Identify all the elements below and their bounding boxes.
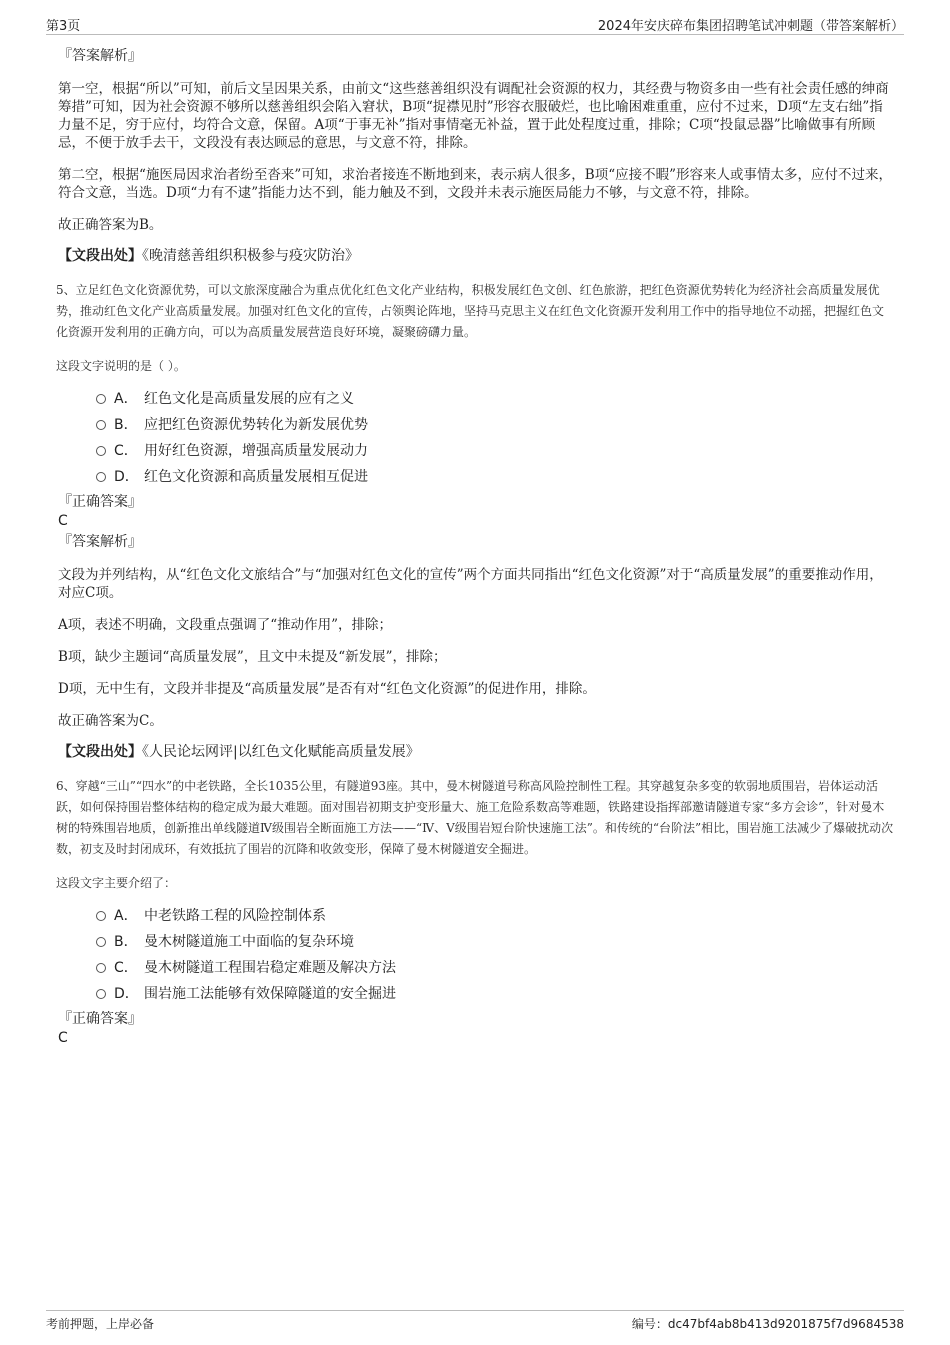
- q5-source-label: 【文段出处】: [58, 744, 142, 760]
- radio-icon[interactable]: [96, 472, 106, 482]
- page-footer: [46, 1310, 904, 1333]
- q4-source-label: 【文段出处】: [58, 248, 142, 264]
- page-header: [46, 14, 904, 35]
- q5-answer: C: [58, 513, 68, 529]
- q4-source: [58, 246, 894, 266]
- q5-analysis-option-a: A项，表述不明确，文段重点强调了“推动作用”，排除；: [58, 617, 393, 633]
- radio-icon[interactable]: [96, 989, 106, 999]
- q5-prompt: 这段文字说明的是（ ）。: [56, 359, 186, 373]
- q6-question: 6、穿越“三山”“四水”的中老铁路，全长1035公里，有隧道93座。其中，曼木树隧道号称高风险控制性工程。其穿越复杂多变的软弱地质围岩，岩体运动活跃，如何保持围岩整体结构的稳定成为最大难题。面对围岩初期支护变形量大、施工危险系数高等难题，铁路建设指挥部邀请隧道专家“多方会诊”，针对曼木树的特殊围岩地质，创新推出单线隧道Ⅳ级围岩全断面施工方法——“Ⅳ、Ⅴ级围岩短台阶快速施工法”。和传统的“台阶法”相比，围岩施工法减少了爆破扰动次数，初支及时封闭成环，有效抵抗了围岩的沉降和收敛变形，保障了曼木树隧道安全掘进。: [56, 779, 894, 856]
- q6-options: [96, 903, 894, 1007]
- q5-options: [96, 386, 894, 490]
- radio-icon[interactable]: [96, 446, 106, 456]
- q4-analysis-paragraph-1: 第一空，根据“所以”可知，前后文呈因果关系，由前文“这些慈善组织没有调配社会资源的权力，其经费与物资多由一些有社会责任感的绅商筹措”可知，因为社会资源不够所以慈善组织会陷入窘状，B项“捉襟见肘”形容衣服破烂，也比喻困难重重，应付不过来，D项“左支右绌”指力量不足，穷于应付，均符合文意，保留。A项“于事无补”指对事情毫无补益，置于此处程度过重，排除；C项“投鼠忌器”比喻做事有所顾忌，不便于放手去干，文段没有表达顾忌的意思，与文意不符，排除。: [58, 81, 889, 151]
- q5-analysis-option-b: B项，缺少主题词“高质量发展”，且文中未提及“新发展”，排除；: [58, 649, 447, 665]
- radio-icon[interactable]: [96, 963, 106, 973]
- q6-option-d[interactable]: D． 围岩施工法能够有效保障隧道的安全掘进: [96, 981, 894, 1007]
- q5-analysis-paragraph-1: 文段为并列结构，从“红色文化文旅结合”与“加强对红色文化的宣传”两个方面共同指出“红色文化资源”对于“高质量发展”的重要推动作用，对应C项。: [58, 567, 883, 601]
- radio-icon[interactable]: [96, 911, 106, 921]
- q4-analysis-label: 『答案解析』: [58, 48, 142, 64]
- q5-answer-label: 『正确答案』: [58, 494, 142, 510]
- q5-option-d[interactable]: D． 红色文化资源和高质量发展相互促进: [96, 464, 894, 490]
- q5-option-b[interactable]: B． 应把红色资源优势转化为新发展优势: [96, 412, 894, 438]
- q6-option-c[interactable]: C． 曼木树隧道工程围岩稳定难题及解决方法: [96, 955, 894, 981]
- q5-analysis-option-d: D项，无中生有，文段并非提及“高质量发展”是否有对“红色文化资源”的促进作用，排除。: [58, 681, 596, 697]
- q5-option-a[interactable]: A． 红色文化是高质量发展的应有之义: [96, 386, 894, 412]
- document-id: 编号：dc47bf4ab8b413d9201875f7d9684538: [631, 1317, 904, 1331]
- q5-source: [58, 742, 894, 762]
- q6-answer-label: 『正确答案』: [58, 1011, 142, 1027]
- q4-conclusion: 故正确答案为B。: [58, 217, 163, 233]
- q4-source-text: 《晚清慈善组织积极参与疫灾防治》: [142, 248, 359, 264]
- q5-conclusion: 故正确答案为C。: [58, 713, 163, 729]
- q5-option-c[interactable]: C． 用好红色资源，增强高质量发展动力: [96, 438, 894, 464]
- radio-icon[interactable]: [96, 937, 106, 947]
- q5-source-text: 《人民论坛网评|以红色文化赋能高质量发展》: [142, 744, 420, 760]
- footer-slogan: 考前押题，上岸必备: [46, 1317, 155, 1331]
- q6-option-b[interactable]: B． 曼木树隧道施工中面临的复杂环境: [96, 929, 894, 955]
- q6-option-a[interactable]: A． 中老铁路工程的风险控制体系: [96, 903, 894, 929]
- q5-analysis-label: 『答案解析』: [58, 534, 142, 550]
- page-content: [56, 46, 894, 1047]
- q4-analysis-paragraph-2: 第二空，根据“施医局因求治者纷至沓来”可知，求治者接连不断地到来，表示病人很多，B项“应接不暇”形容来人或事情太多，应付不过来，符合文意，当选。D项“力有不逮”指能力达不到，能力触及不到，文段并未表示施医局能力不够，与文意不符，排除。: [58, 167, 893, 201]
- radio-icon[interactable]: [96, 420, 106, 430]
- page-number: 第3页: [46, 19, 81, 34]
- document-title: 2024年安庆碎布集团招聘笔试冲刺题（带答案解析）: [597, 19, 904, 34]
- radio-icon[interactable]: [96, 394, 106, 404]
- q6-prompt: 这段文字主要介绍了：: [56, 876, 177, 890]
- q5-question: 5、立足红色文化资源优势，可以文旅深度融合为重点优化红色文化产业结构，积极发展红色文创、红色旅游，把红色资源优势转化为经济社会高质量发展优势，推动红色文化产业高质量发展。加强对红色文化的宣传，占领舆论阵地，坚持马克思主义在红色文化资源开发利用工作中的指导地位不动摇，把握红色文化资源开发利用的正确方向，可以为高质量发展营造良好环境，凝聚磅礴力量。: [56, 283, 885, 339]
- q6-answer: C: [58, 1030, 68, 1046]
